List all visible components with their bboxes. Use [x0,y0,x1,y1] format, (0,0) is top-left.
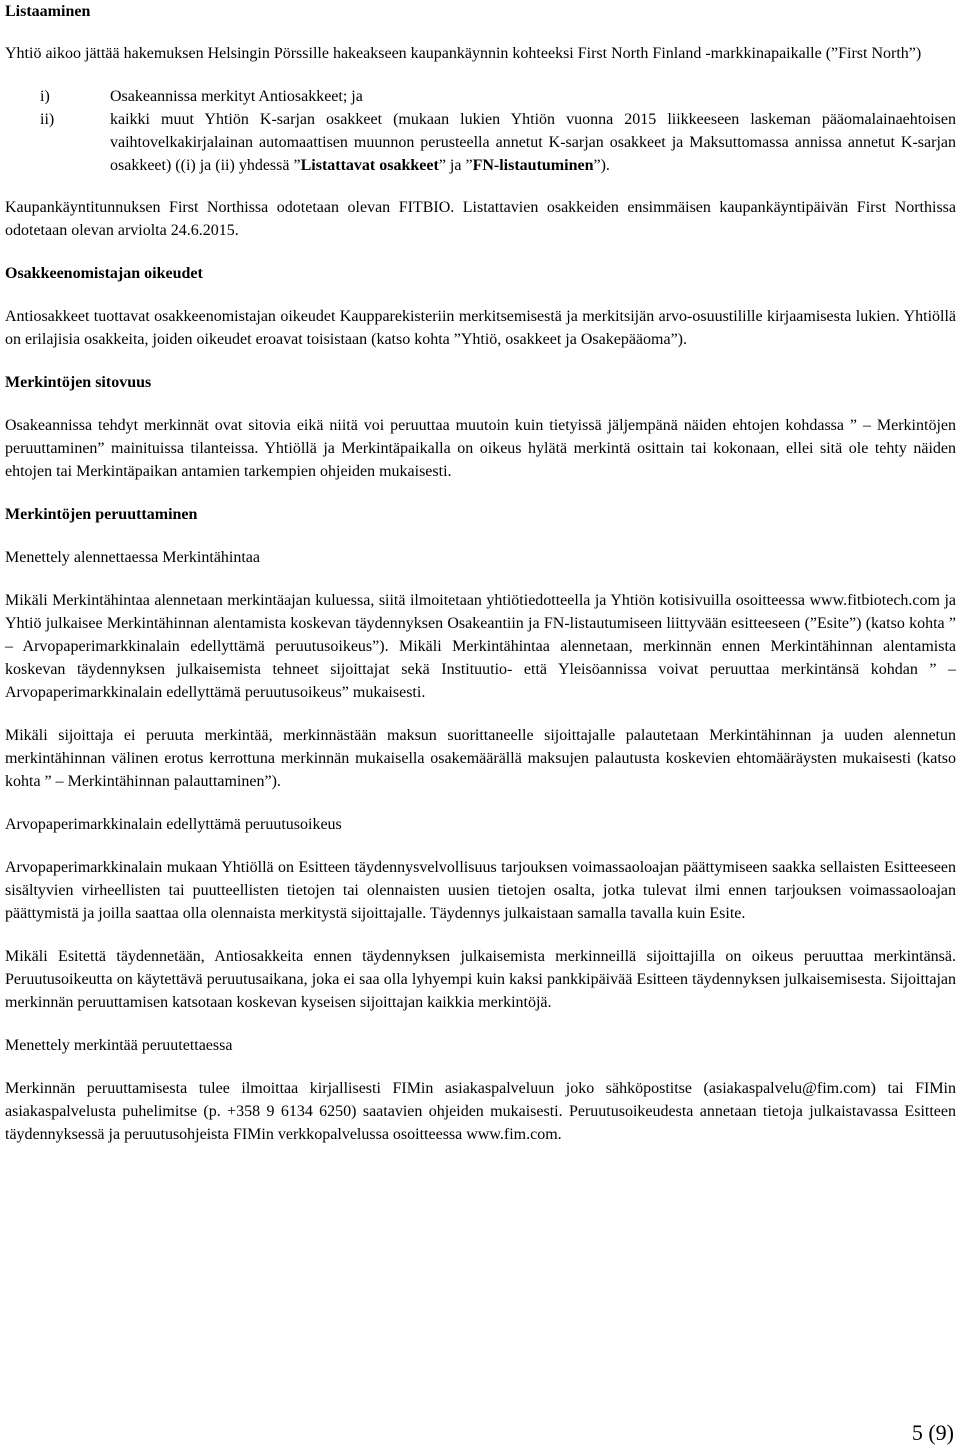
trading-code-paragraph: Kaupankäyntitunnuksen First Northissa odotetaan olevan FITBIO. Listattavien osakkeiden ensimmäisen kaupankäyntipäivän First Northissa odotetaan olevan arviolta 24.6.2015. [5,199,956,239]
list-item-number: ii) [40,111,55,128]
section-title-binding: Merkintöjen sitovuus [5,374,152,391]
withdrawal-paragraph-2: Mikäli Esitettä täydennetään, Antiosakkeita ennen täydennyksen julkaisemista merkinneillä sijoittajilla on oikeus peruuttaa merkintänsä. Peruutusoikeutta on käytettävä peruutusaikana, joka ei saa olla lyhyempi kuin kaksi pankkipäivää Esitteen täydennyksen julkaisemisesta. Sijoittajan merkinnän peruuttamisen katsotaan koskevan kyseisen sijoittajan kaikkia merkintöjä. [5,948,956,1011]
page-number: 5 (9) [911,1420,954,1445]
subtitle-price-reduction: Menettely alennettaessa Merkintähintaa [5,549,261,566]
list-item-text: kaikki muut Yhtiön K-sarjan osakkeet (mukaan lukien Yhtiön vuonna 2015 liikkeeseen laskeman pääomalainaehtoisen vaihtovelkakirjalainan automaattisen muunnon perusteella annetut K-sarjan osakkeet ja Maksuttomassa annissa annetut K-sarjan osakkeet) ((i) ja (ii) yhdessä ”Listattavat osakkeet” ja ”FN-listautuminen”). [110,111,956,174]
defined-term-listattavat: Listattavat osakkeet [300,157,439,174]
binding-paragraph: Osakeannissa tehdyt merkinnät ovat sitovia eikä niitä voi peruuttaa muutoin kuin tietyissä jäljempänä näiden ehtojen kohdassa ” – Merkintöjen peruuttaminen” mainituissa tilanteissa. Yhtiöllä ja Merkintäpaikalla on oikeus hylätä merkintä osittain tai kokonaan, ellei sitä ole tehty näiden ehtojen tai Merkintäpaikan antamien tarkempien ohjeiden mukaisesti. [5,417,956,480]
procedure-paragraph: Merkinnän peruuttamisesta tulee ilmoittaa kirjallisesti FIMin asiakaspalveluun joko sähköpostitse (asiakaspalvelu@fim.com) tai FIMin asiakaspalvelusta puhelimitse (p. +358 9 6134 6250) saatavien ohjeiden mukaisesti. Peruutusoikeudesta annetaan tietoja julkaistavassa Esitteen täydennyksessä ja peruutusohjeista FIMin verkkopalvelussa osoitteessa www.fim.com. [5,1080,956,1143]
section-title-listing: Listaaminen [5,3,91,20]
listing-intro: Yhtiö aikoo jättää hakemuksen Helsingin Pörssille hakeakseen kaupankäynnin kohteeksi First North Finland -markkinapaikalle (”First North”) [5,45,922,62]
subtitle-withdrawal-right: Arvopaperimarkkinalain edellyttämä peruutusoikeus [5,816,342,833]
price-reduction-paragraph-2: Mikäli sijoittaja ei peruuta merkintää, merkinnästään maksun suorittaneelle sijoittajalle palautetaan Merkintähinnan ja uuden alennetun merkintähinnan välinen erotus kerrottuna merkinnän mukaisella osakemäärällä maksujen palautusta koskevien ehtomääräysten mukaisesti (katso kohta ” – Merkintähinnan palauttaminen”). [5,727,956,790]
list-item-number: i) [40,88,50,105]
list-item [5,108,956,177]
subtitle-procedure: Menettely merkintää peruutettaessa [5,1037,233,1054]
withdrawal-paragraph-1: Arvopaperimarkkinalain mukaan Yhtiöllä on Esitteen täydennysvelvollisuus tarjouksen voimassaoloajan päättymiseen saakka sellaisten Esitteeseen sisältyvien virheellisten tai puutteellisten tietojen tai olennaisten uusien tietojen osalta, jotka tulevat ilmi ennen tarjouksen voimassaoloajan päättymistä ja joilla saattaa olla olennaista merkitystä sijoittajalle. Täydennys julkaistaan samalla tavalla kuin Esite. [5,859,956,922]
listing-items [5,85,956,177]
section-title-rights: Osakkeenomistajan oikeudet [5,265,203,282]
list-item-text: Osakeannissa merkityt Antiosakkeet; ja [110,88,363,105]
document-page [5,0,956,1146]
defined-term-fn-listautuminen: FN-listautuminen [472,157,594,174]
section-title-cancellation: Merkintöjen peruuttaminen [5,506,198,523]
list-item [5,85,956,108]
price-reduction-paragraph-1: Mikäli Merkintähintaa alennetaan merkintäajan kuluessa, siitä ilmoitetaan yhtiötiedotteella ja Yhtiön kotisivuilla osoitteessa www.fitbiotech.com ja Yhtiö julkaisee Merkintähinnan alentamista koskevan täydennyksen Osakeantiin ja FN-listautumiseen liittyvään esitteeseen (”Esite”) (katso kohta ” – Arvopaperimarkkinalain edellyttämä peruutusoikeus”). Mikäli Merkintähintaa alennetaan, merkinnän ennen Merkintähinnan alentamista koskevan täydennyksen julkaisemista tehneet sijoittajat sekä Instituutio- että Yleisöannissa voivat peruuttaa merkintänsä kohdan ” – Arvopaperimarkkinalain edellyttämä peruutusoikeus” mukaisesti. [5,592,956,701]
rights-paragraph: Antiosakkeet tuottavat osakkeenomistajan oikeudet Kaupparekisteriin merkitsemisestä ja merkitsijän arvo-osuustilille kirjaamisesta lukien. Yhtiöllä on erilajisia osakkeita, joiden oikeudet eroavat toisistaan (katso kohta ”Yhtiö, osakkeet ja Osakepääoma”). [5,308,956,348]
